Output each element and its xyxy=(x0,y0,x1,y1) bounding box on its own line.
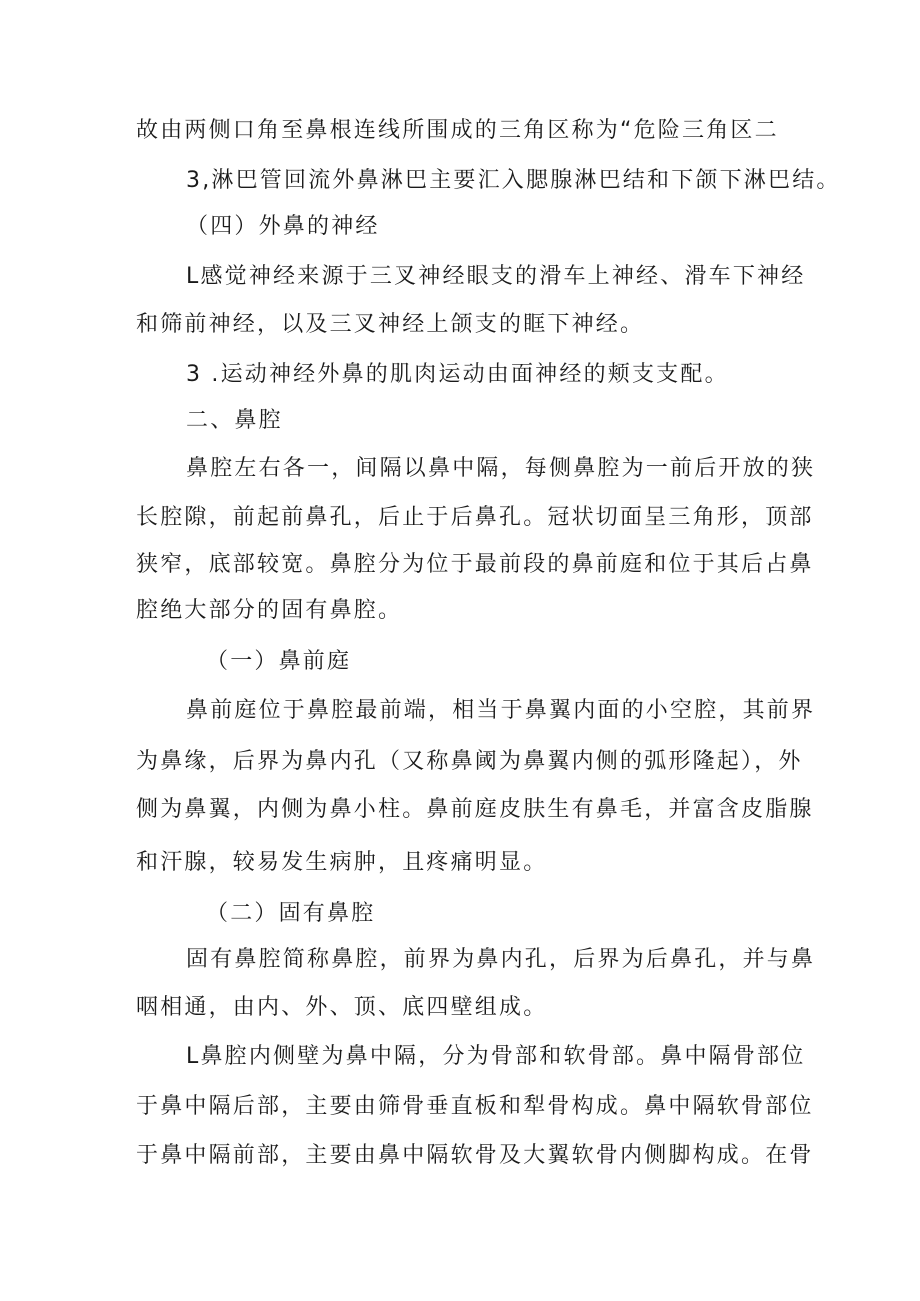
text-line: 和汗腺，较易发生病肿，且疼痛明显。 xyxy=(136,850,548,875)
section-heading: 二、鼻腔 xyxy=(186,408,283,433)
text-line: L感觉神经来源于三叉神经眼支的滑车上神经、滑车下神经 xyxy=(186,264,806,289)
text-line: 腔绝大部分的固有鼻腔。 xyxy=(136,598,403,623)
text-line: 咽相通，由内、外、顶、底四壁组成。 xyxy=(136,995,548,1020)
text-line: 和筛前神经，以及三叉神经上颌支的眶下神经。 xyxy=(136,312,645,337)
text-line: 固有鼻腔简称鼻腔，前界为鼻内孔，后界为后鼻孔，并与鼻 xyxy=(186,947,816,972)
text-line: 于鼻中隔后部，主要由筛骨垂直板和犁骨构成。鼻中隔软骨部位 xyxy=(136,1094,814,1119)
text-line: 鼻前庭位于鼻腔最前端，相当于鼻翼内面的小空腔，其前界 xyxy=(186,698,816,723)
text-line: 故由两侧口角至鼻根连线所围成的三角区称为“危险三角区二 xyxy=(136,118,779,143)
text-line: 鼻腔左右各一，间隔以鼻中隔，每侧鼻腔为一前后开放的狭 xyxy=(186,456,816,481)
text-line: 狭窄，底部较宽。鼻腔分为位于最前段的鼻前庭和位于其后占鼻 xyxy=(136,552,814,577)
text-line: 侧为鼻翼，内侧为鼻小柱。鼻前庭皮肤生有鼻毛，并富含皮脂腺 xyxy=(136,797,814,822)
section-heading: （二）固有鼻腔 xyxy=(206,901,376,926)
text-line: 3,淋巴管回流外鼻淋巴主要汇入腮腺淋巴结和下颌下淋巴结。 xyxy=(186,168,841,193)
text-line: 于鼻中隔前部，主要由鼻中隔软骨及大翼软骨内侧脚构成。在骨 xyxy=(136,1143,814,1168)
text-line: 3 .运动神经外鼻的肌肉运动由面神经的颊支支配。 xyxy=(186,362,729,387)
section-heading: （一）鼻前庭 xyxy=(206,649,352,674)
text-line: 为鼻缘，后界为鼻内孔（又称鼻阈为鼻翼内侧的弧形隆起），外 xyxy=(136,749,803,774)
section-heading: （四）外鼻的神经 xyxy=(186,214,380,239)
text-line: L鼻腔内侧壁为鼻中隔，分为骨部和软骨部。鼻中隔骨部位 xyxy=(186,1044,806,1069)
text-line: 长腔隙，前起前鼻孔，后止于后鼻孔。冠状切面呈三角形，顶部 xyxy=(136,505,814,530)
